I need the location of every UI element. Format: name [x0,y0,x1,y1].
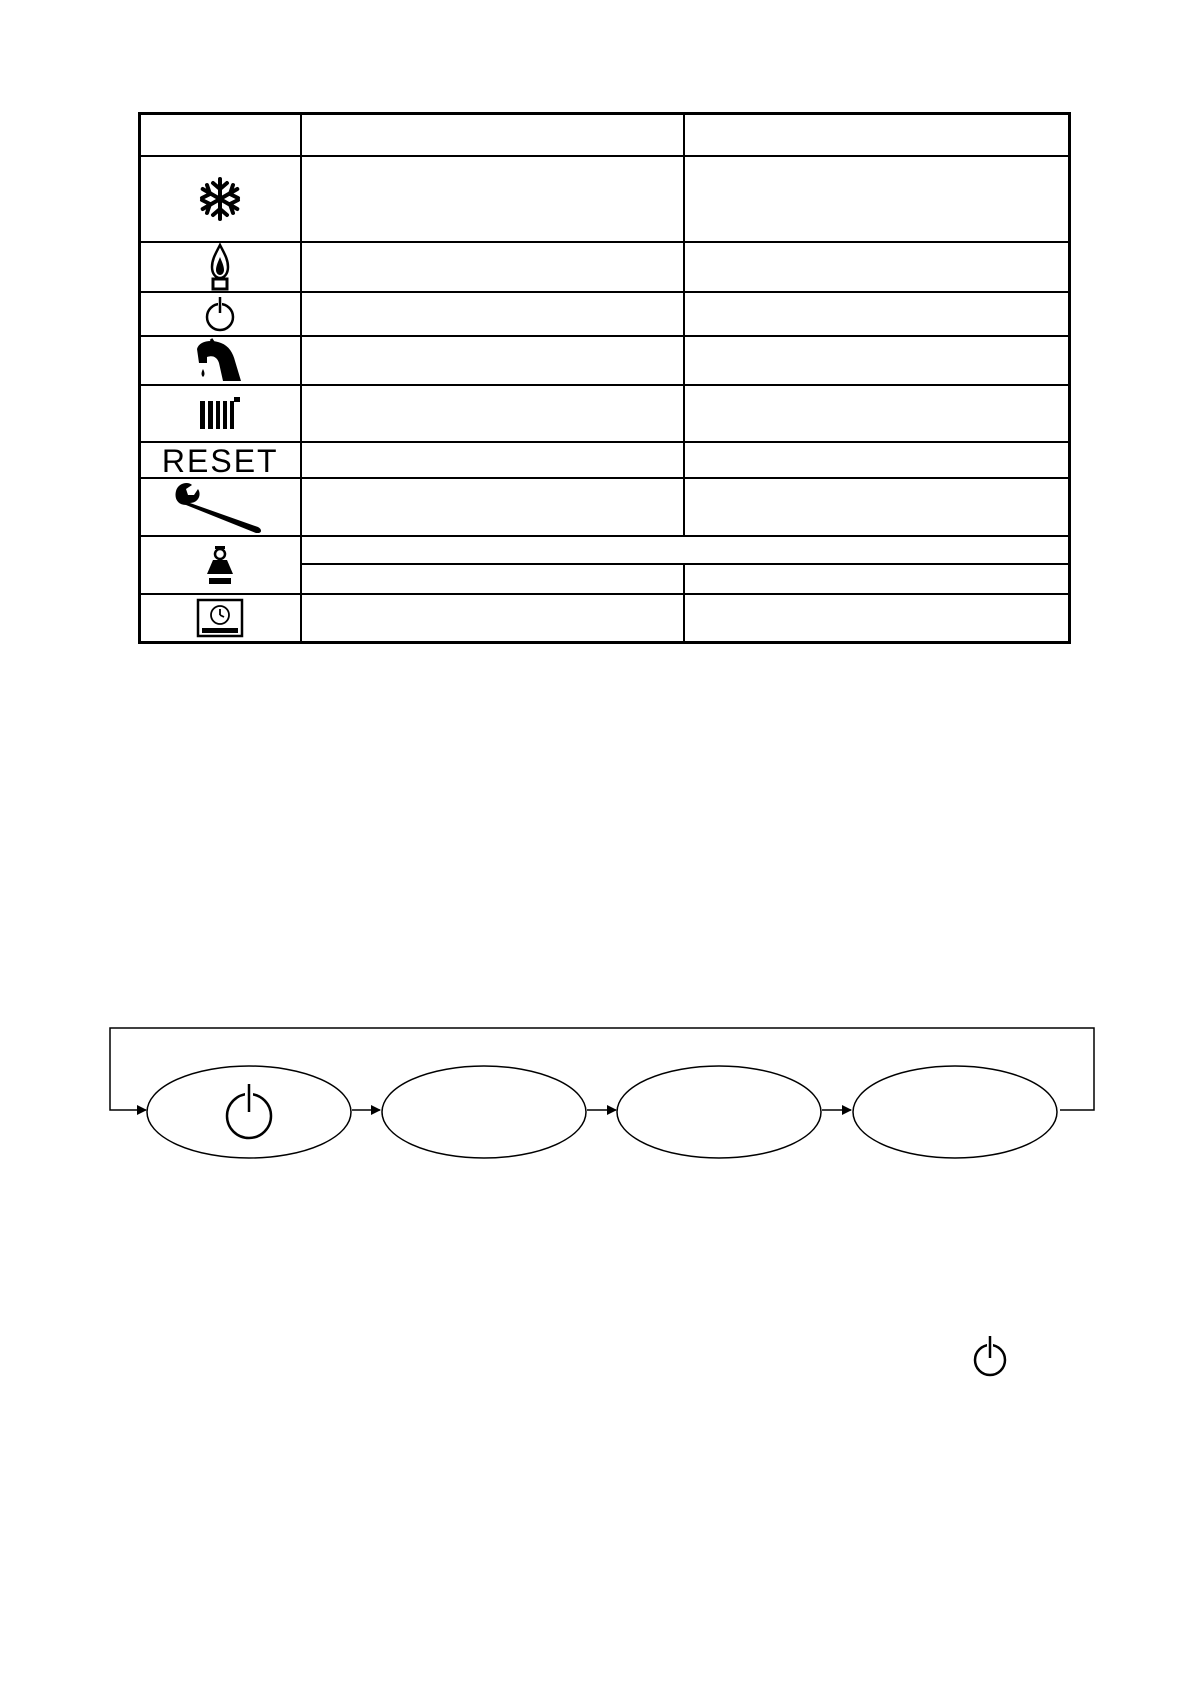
table-row [140,336,1070,385]
radiator-icon [140,385,301,442]
tap-icon [140,336,301,385]
description-cell [684,478,1070,536]
description-cell [301,385,684,442]
table-row [140,442,1070,478]
description-cell [301,336,684,385]
mode-node-3 [617,1066,821,1158]
description-cell [684,564,1070,594]
description-cell [684,242,1070,292]
table-row [140,156,1070,242]
description-cell [301,564,684,594]
description-cell [684,156,1070,242]
wrench-icon [140,478,301,536]
symbol-table [138,112,1071,644]
description-cell [301,242,684,292]
mode-cycle-diagram [0,1020,1190,1200]
mode-node-4 [853,1066,1057,1158]
snowflake-icon [140,156,301,242]
table-row [140,292,1070,336]
chimney-sweep-icon [140,536,301,594]
timer-clock-icon [140,594,301,643]
mode-node-2 [382,1066,586,1158]
table-row [140,385,1070,442]
reset-label: RESET [161,442,279,479]
header-cell [684,114,1070,156]
flame-icon [140,242,301,292]
header-cell [301,114,684,156]
power-icon [968,1332,1012,1380]
table-header-row [140,114,1070,156]
description-cell [301,156,684,242]
table-row [140,242,1070,292]
description-cell [301,442,684,478]
description-cell [301,478,684,536]
table-row [140,536,1070,564]
description-cell [684,292,1070,336]
table-row [140,478,1070,536]
header-cell [140,114,301,156]
power-icon [140,292,301,336]
description-cell [684,336,1070,385]
description-cell [684,594,1070,643]
description-cell [684,385,1070,442]
table-row [140,594,1070,643]
description-cell [301,292,684,336]
description-cell [301,594,684,643]
description-cell [684,442,1070,478]
merged-description-cell [301,536,1070,564]
reset-text-icon [140,442,301,478]
mode-node-standby [147,1066,351,1158]
